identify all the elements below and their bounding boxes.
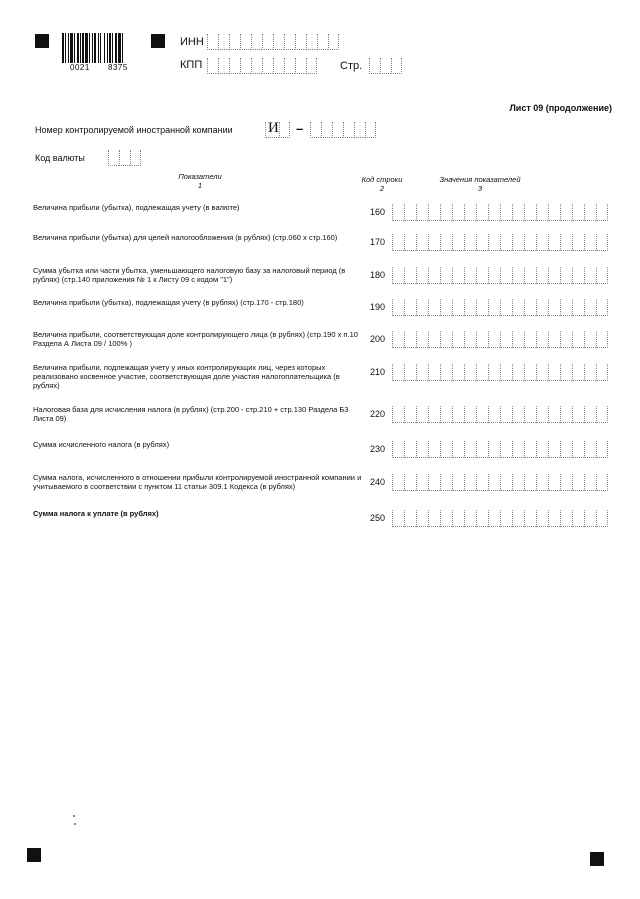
kpp-label: КПП — [180, 59, 203, 71]
row-230-code: 230 — [370, 444, 386, 454]
row-180-code: 180 — [370, 270, 386, 280]
row-240-label: Сумма налога, исчисленного в отношении прибыли контролируемой иностранной компании и учитываемого в соответствии с пунктом 11 статьи 309.1 Кодекса (в рублях) — [33, 473, 362, 491]
corner-marker-bottom-left — [27, 848, 41, 862]
scan-speck — [74, 823, 76, 825]
row-250-label: Сумма налога к уплате (в рублях) — [33, 509, 159, 518]
row-210-label: Величина прибыли, подлежащая учету у иных контролирующих лиц, через которых реализовано косвенное участие, соответствующая доле участия налогоплательщика (в рублях) — [33, 363, 340, 390]
row-200-code: 200 — [370, 334, 386, 344]
row-200-value-field[interactable] — [392, 331, 608, 348]
inn-field[interactable] — [207, 34, 339, 50]
row-210-value-field[interactable] — [392, 364, 608, 381]
row-230-value-field[interactable] — [392, 441, 608, 458]
currency-code-field[interactable] — [108, 150, 141, 166]
row-160-value-field[interactable] — [392, 204, 608, 221]
row-250-code: 250 — [370, 513, 386, 523]
corner-marker-bottom-right — [590, 852, 604, 866]
row-220-code: 220 — [370, 409, 386, 419]
company-number-label: Номер контролируемой иностранной компании — [35, 125, 233, 135]
barcode-icon — [62, 33, 140, 63]
corner-marker-top-right — [151, 34, 165, 48]
row-240-value-field[interactable] — [392, 474, 608, 491]
row-250-value-field[interactable] — [392, 510, 608, 527]
corner-marker-top-left — [35, 34, 49, 48]
row-180-label: Сумма убытка или части убытка, уменьшающего налоговую базу за налоговый период (в рублях) (стр.140 приложения № 1 к Листу 09 с кодом "1") — [33, 266, 346, 284]
kpp-field[interactable] — [207, 58, 317, 74]
page-label: Стр. — [340, 60, 363, 72]
row-170-label: Величина прибыли (убытка) для целей налогообложения (в рублях) (стр.060 х стр.160) — [33, 233, 338, 242]
scan-speck — [73, 815, 75, 817]
row-170-code: 170 — [370, 237, 386, 247]
company-number-field[interactable] — [310, 122, 376, 138]
row-190-code: 190 — [370, 302, 386, 312]
company-prefix-letter: И — [268, 120, 279, 136]
row-180-value-field[interactable] — [392, 267, 608, 284]
column-heading-values: Значения показателей 3 — [439, 175, 521, 193]
row-160-code: 160 — [370, 207, 386, 217]
column-heading-indicators: Показатели 1 — [178, 172, 222, 190]
row-190-label: Величина прибыли (убытка), подлежащая учету (в рублях) (стр.170 - стр.180) — [33, 298, 304, 307]
barcode-number-right: 8375 — [108, 63, 128, 72]
page-number-field[interactable] — [369, 58, 402, 74]
barcode-number-left: 0021 — [70, 63, 90, 72]
sheet-title: Лист 09 (продолжение) — [509, 103, 612, 113]
row-220-label: Налоговая база для исчисления налога (в рублях) (стр.200 - стр.210 + стр.130 Раздела Б3 Листа 09) — [33, 405, 349, 423]
row-170-value-field[interactable] — [392, 234, 608, 251]
row-200-label: Величина прибыли, соответствующая доле контролирующего лица (в рублях) (стр.190 х п.10 Раздела А Листа 09 / 100% ) — [33, 330, 358, 348]
inn-label: ИНН — [180, 36, 204, 48]
row-210-code: 210 — [370, 367, 386, 377]
currency-code-label: Код валюты — [35, 153, 85, 163]
row-160-label: Величина прибыли (убытка), подлежащая учету (в валюте) — [33, 203, 240, 212]
row-220-value-field[interactable] — [392, 406, 608, 423]
company-number-dash: – — [296, 121, 304, 136]
row-230-label: Сумма исчисленного налога (в рублях) — [33, 440, 170, 449]
row-190-value-field[interactable] — [392, 299, 608, 316]
column-heading-line-code: Код строки 2 — [361, 175, 403, 193]
row-240-code: 240 — [370, 477, 386, 487]
